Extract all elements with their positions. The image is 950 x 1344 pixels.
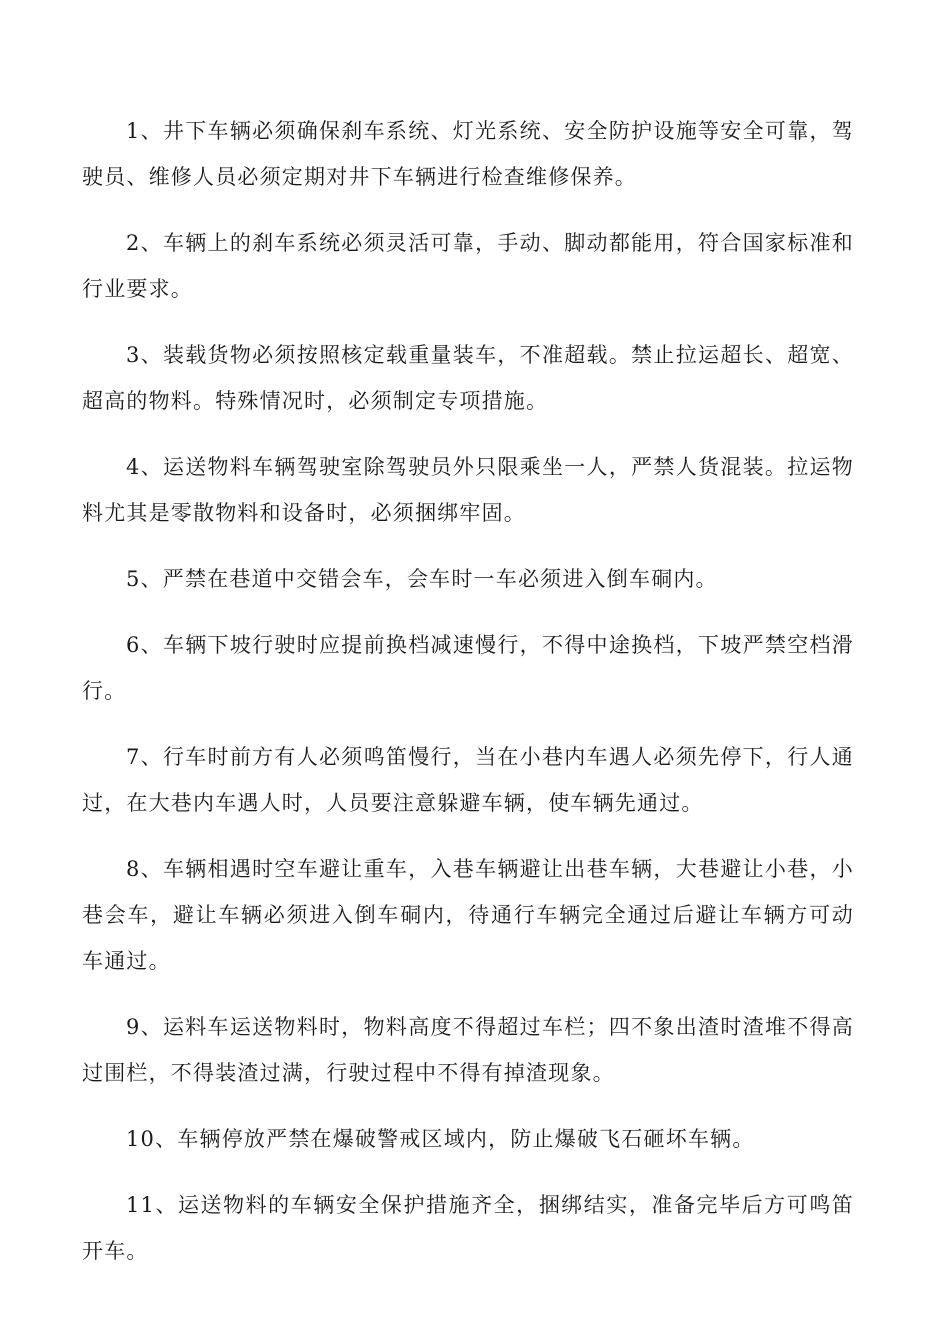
paragraph-4: 4、运送物料车辆驾驶室除驾驶员外只限乘坐一人，严禁人货混装。拉运物料尤其是零散物料和设备时，必须捆绑牢固。 [82,455,854,525]
paragraph-9: 9、运料车运送物料时，物料高度不得超过车栏；四不象出渣时渣堆不得高过围栏，不得装渣过满，行驶过程中不得有掉渣现象。 [82,1015,854,1085]
paragraph-3: 3、装载货物必须按照核定载重量装车，不准超载。禁止拉运超长、超宽、超高的物料。特殊情况时，必须制定专项措施。 [82,343,854,413]
paragraph-11: 11、运送物料的车辆安全保护措施齐全，捆绑结实，准备完毕后方可鸣笛开车。 [82,1193,854,1263]
paragraph-2: 2、车辆上的刹车系统必须灵活可靠，手动、脚动都能用，符合国家标准和行业要求。 [82,231,854,301]
paragraph-10: 10、车辆停放严禁在爆破警戒区域内，防止爆破飞石砸坏车辆。 [126,1127,755,1151]
paragraph-8: 8、车辆相遇时空车避让重车，入巷车辆避让出巷车辆，大巷避让小巷，小巷会车，避让车辆必须进入倒车硐内，待通行车辆完全通过后避让车辆方可动车通过。 [82,857,854,973]
paragraph-1: 1、井下车辆必须确保刹车系统、灯光系统、安全防护设施等安全可靠，驾驶员、维修人员必须定期对井下车辆进行检查维修保养。 [82,119,854,189]
document-body [82,108,854,1294]
paragraph-5: 5、严禁在巷道中交错会车，会车时一车必须进入倒车硐内。 [126,567,718,591]
paragraph-7: 7、行车时前方有人必须鸣笛慢行，当在小巷内车遇人必须先停下，行人通过，在大巷内车遇人时，人员要注意躲避车辆，使车辆先通过。 [82,745,854,815]
paragraph-6: 6、车辆下坡行驶时应提前换档减速慢行，不得中途换档，下坡严禁空档滑行。 [82,633,854,703]
